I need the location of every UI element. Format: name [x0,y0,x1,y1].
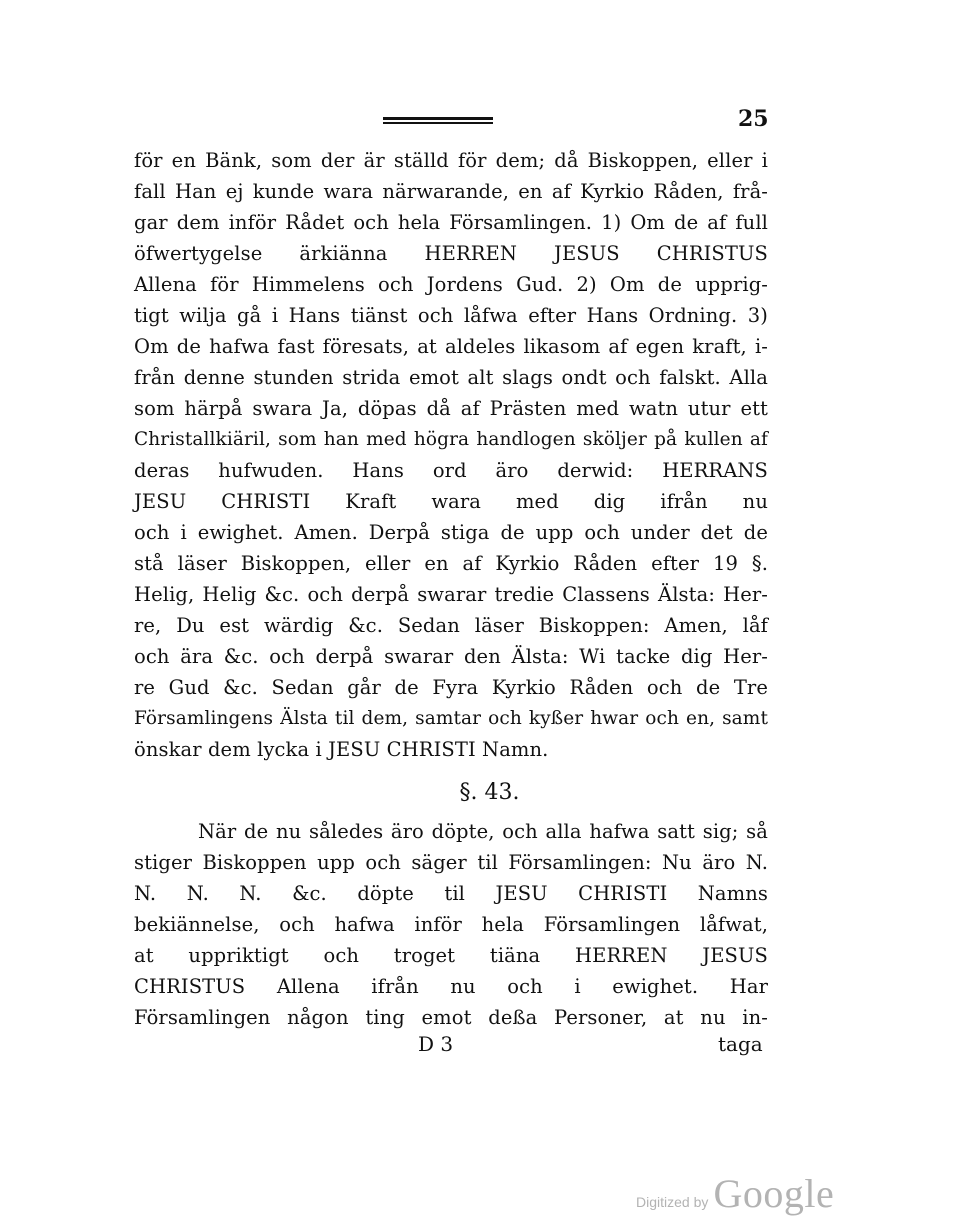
catchword: taga [718,1032,763,1056]
text-line: som härpå swara Ja, döpas då af Prästen med watn utur ett [134,397,768,420]
text-line: Allena för Himmelens och Jordens Gud. 2) Om de upprig- [134,273,768,296]
text-line: fall Han ej kunde wara närwarande, en af Kyrkio Råden, frå- [134,180,768,203]
google-logo: Google [713,1171,835,1216]
text-line: och i ewighet. Amen. Derpå stiga de upp och under det de [134,521,768,544]
page-number: 25 [738,106,769,132]
text-line: önskar dem lycka i JESU CHRISTI Namn. [134,738,549,761]
text-line: re Gud &c. Sedan går de Fyra Kyrkio Råden och de Tre [134,676,768,699]
text-line: för en Bänk, som der är ställd för dem; då Biskoppen, eller i [134,149,768,172]
text-line: re, Du est wärdig &c. Sedan läser Biskoppen: Amen, låf [134,614,768,637]
text-line: JESU CHRISTI Kraft wara med dig ifrån nu [134,490,768,513]
watermark-prefix: Digitized by [636,1194,709,1210]
text-line: Helig, Helig &c. och derpå swarar tredie Classens Älsta: Her- [134,583,768,606]
text-line: stiger Biskoppen upp och säger til Församlingen: Nu äro N. [134,851,768,874]
text-line: Församlingen någon ting emot deßa Personer, at nu in- [134,1006,768,1029]
digitized-watermark [636,1170,834,1217]
text-line: Christallkiäril, som han med högra handlogen sköljer på kullen af [134,429,768,450]
text-line: stå läser Biskoppen, eller en af Kyrkio Råden efter 19 §. [134,552,768,575]
section-heading: §. 43. [459,780,520,805]
text-line: När de nu således äro döpte, och alla hafwa satt sig; så [198,820,768,843]
text-line: bekiännelse, och hafwa inför hela Församlingen låfwat, [134,913,768,936]
text-line: tigt wilja gå i Hans tiänst och låfwa efter Hans Ordning. 3) [134,304,768,327]
text-line: gar dem inför Rådet och hela Församlingen. 1) Om de af full [134,211,768,234]
text-line: från denne stunden strida emot alt slags ondt och falskt. Alla [134,366,768,389]
text-line: CHRISTUS Allena ifrån nu och i ewighet. Har [134,975,768,998]
text-line: at uppriktigt och troget tiäna HERREN JESUS [134,944,768,967]
text-line: Församlingens Älsta til dem, samtar och kyßer hwar och en, samt [134,708,768,729]
text-line: Om de hafwa fast föresats, at aldeles likasom af egen kraft, i- [134,335,768,358]
text-line: deras hufwuden. Hans ord äro derwid: HERRANS [134,459,768,482]
signature-mark: D 3 [418,1032,454,1056]
text-line: N. N. N. &c. döpte til JESU CHRISTI Namns [134,882,768,905]
header-rule-ornament [383,117,493,125]
text-line: och ära &c. och derpå swarar den Älsta: Wi tacke dig Her- [134,645,768,668]
text-line: öfwertygelse ärkiänna HERREN JESUS CHRISTUS [134,242,768,265]
